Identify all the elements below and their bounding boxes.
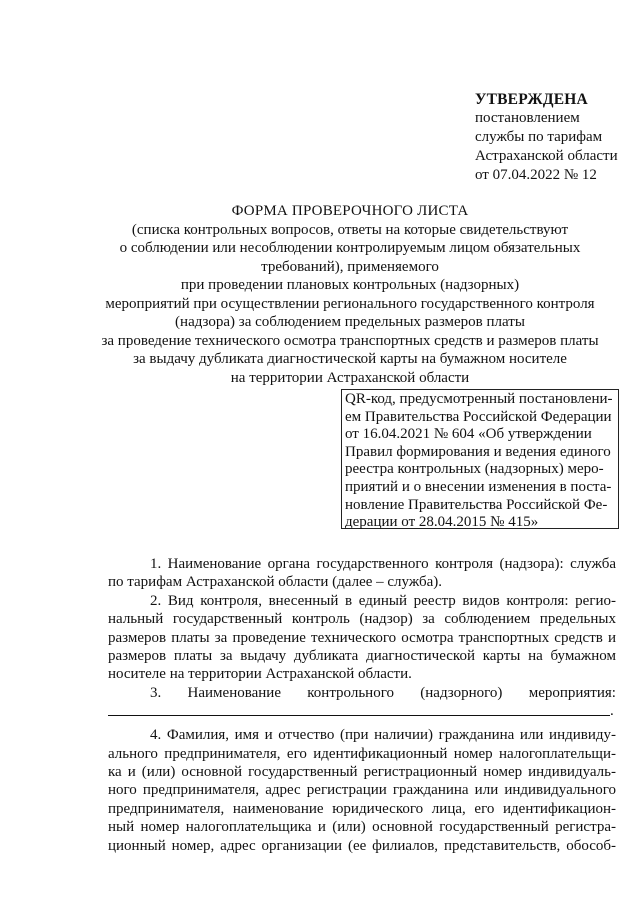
approval-date: от 07.04.2022 № 12 — [475, 167, 597, 183]
item-3-line — [108, 684, 616, 702]
title-line: за выдачу дубликата диагностической карты на бумажном носителе — [133, 351, 567, 367]
approval-line: постановлением — [475, 110, 580, 126]
item-4-line: ного предпринимателя, адрес регистрации гражданина или индивидуального — [108, 782, 616, 799]
title-line: о соблюдении или несоблюдении контролируемым лицом обязательных — [119, 240, 581, 256]
item-4-line: ального предпринимателя, его идентификационный номер налогоплательщи- — [108, 745, 616, 762]
item-1-line: 1. Наименование органа государственного контроля (надзора): служба — [150, 556, 616, 572]
form-body — [108, 555, 616, 855]
item-4-line: ционный номер, адрес организации (ее филиалов, представительств, обособ- — [108, 837, 616, 854]
title-line: (списка контрольных вопросов, ответы на которые свидетельствуют — [131, 221, 569, 238]
title-line: (надзора) за соблюдением предельных размеров платы — [175, 314, 525, 330]
item-4-line: предпринимателя, наименование юридического лица, его идентификацион- — [108, 800, 616, 817]
qr-box-line: новление Правительства Российской Фе- — [345, 496, 608, 513]
approval-line: службы по тарифам — [475, 129, 603, 145]
form-title-block — [100, 202, 600, 387]
qr-box-line: дерации от 28.04.2015 № 415» — [345, 514, 539, 531]
item-4-line: ка и (или) основной государственный регистрационный номер индивидуаль- — [108, 764, 616, 781]
item-3-word: контрольного — [307, 684, 394, 701]
item-2-line: нальный государственный контроль (надзор) за соблюдением предельных — [108, 611, 616, 628]
approval-stamp — [475, 90, 635, 185]
item-2-line: 2. Вид контроля, внесенный в единый реестр видов контроля: регио- — [150, 592, 616, 609]
qr-box-line: ем Правительства Российской Федерации — [345, 408, 612, 425]
item-1-line: по тарифам Астраханской области (далее – служба). — [108, 574, 443, 591]
title-line: за проведение технического осмотра транспортных средств и размеров платы — [101, 332, 599, 349]
item-3-word: мероприятия: — [528, 684, 616, 701]
title-line: при проведении плановых контрольных (надзорных) — [180, 277, 520, 293]
title-line: на территории Астраханской области — [230, 369, 470, 386]
item-2-line: размеров платы за проведение технического осмотра транспортных средств и — [108, 629, 616, 646]
title-line: требований), применяемого — [261, 258, 439, 275]
title-line: мероприятий при осуществлении регионального государственного контроля — [105, 295, 595, 312]
approval-heading: УТВЕРЖДЕНА — [475, 91, 588, 108]
item-3-fill-line[interactable] — [108, 702, 616, 720]
blank-rule — [108, 715, 610, 716]
qr-box-line: от 16.04.2021 № 604 «Об утверждении — [345, 426, 592, 443]
item-4-line: ный номер налогоплательщика и (или) основной государственный регистра- — [108, 819, 616, 836]
item-3-word: Наименование — [187, 684, 281, 701]
form-title: ФОРМА ПРОВЕРОЧНОГО ЛИСТА — [231, 203, 469, 219]
qr-code-box — [341, 389, 619, 529]
qr-box-line: приятий и о внесении изменения в поста- — [345, 478, 612, 495]
qr-box-line: QR-код, предусмотренный постановлени- — [345, 391, 613, 407]
approval-line: Астраханской области — [475, 148, 618, 164]
item-2-line: носителе на территории Астраханской области. — [108, 666, 412, 683]
qr-box-line: реестра контрольных (надзорных) меро- — [345, 461, 604, 478]
item-3-word: (надзорного) — [420, 684, 503, 701]
rule-end-dot: . — [610, 702, 614, 719]
item-4-line: 4. Фамилия, имя и отчество (при наличии) гражданина или индивиду- — [150, 727, 616, 744]
item-2-line: размеров платы за выдачу дубликата диагностической карты на бумажном — [108, 648, 616, 665]
qr-box-line: Правил формирования и ведения единого — [345, 443, 611, 460]
item-3-word: 3. — [150, 684, 162, 701]
